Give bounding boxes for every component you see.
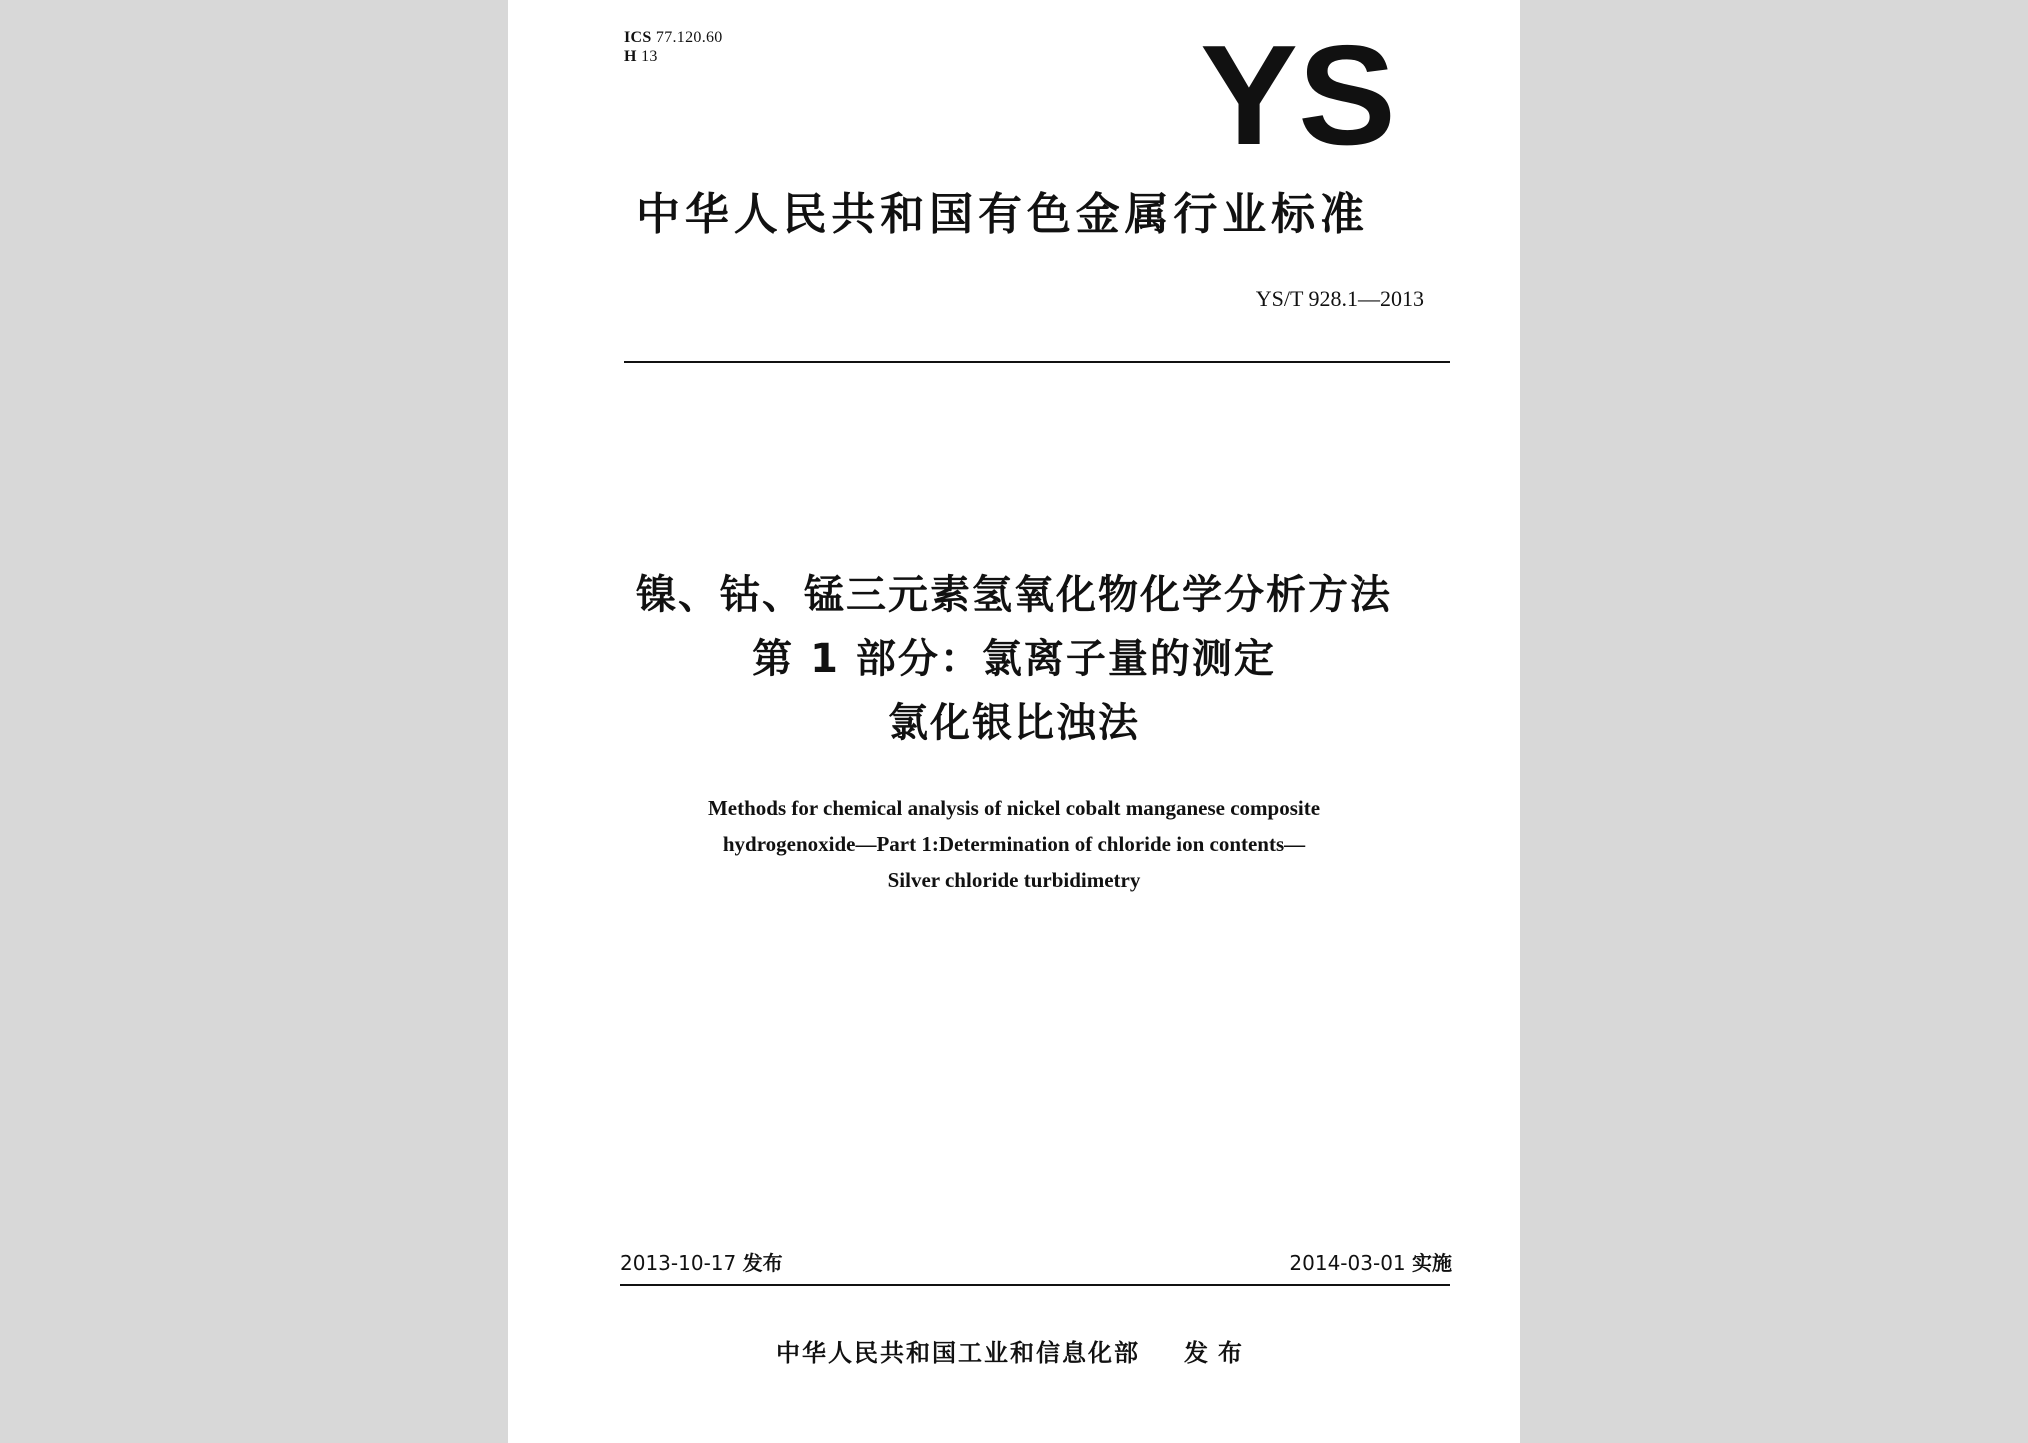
- document-page: [508, 0, 1520, 1443]
- ics-code-line: [624, 28, 723, 47]
- chinese-title-line-3: 氯化银比浊法: [888, 700, 1140, 746]
- class-code-line: [624, 47, 723, 66]
- header-divider: [624, 361, 1450, 363]
- ys-logo: [1198, 34, 1398, 154]
- release-date-value: 2013-10-17: [620, 1251, 737, 1275]
- footer-divider: [620, 1284, 1450, 1286]
- chinese-title-line-1: 镍、钴、锰三元素氢氧化物化学分析方法: [636, 572, 1392, 618]
- ics-code: 77.120.60: [655, 29, 723, 46]
- org-title: 中华人民共和国有色金属行业标准: [636, 189, 1366, 240]
- ics-label: ICS: [624, 29, 652, 46]
- classification-codes: [624, 28, 723, 66]
- implement-date-value: 2014-03-01: [1289, 1251, 1406, 1275]
- publisher-line: [508, 1337, 1520, 1369]
- chinese-title: [508, 563, 1520, 755]
- english-title-line-3: Silver chloride turbidimetry: [887, 868, 1141, 892]
- class-code: 13: [641, 48, 658, 65]
- issue-label: 发布: [1184, 1339, 1252, 1367]
- standard-number: YS/T 928.1—2013: [1255, 286, 1424, 311]
- english-title-line-2: hydrogenoxide—Part 1:Determination of chloride ion contents—: [722, 832, 1306, 856]
- english-title-line-1: Methods for chemical analysis of nickel cobalt manganese composite: [707, 796, 1321, 820]
- implement-label: 实施: [1412, 1251, 1452, 1275]
- class-label: H: [624, 48, 637, 65]
- ys-logo-text: YS: [1200, 34, 1396, 154]
- release-date: [620, 1250, 783, 1276]
- english-title: [508, 790, 1520, 898]
- implement-date: [1289, 1250, 1452, 1276]
- chinese-title-line-2: 第 1 部分：氯离子量的测定: [752, 636, 1276, 682]
- release-label: 发布: [742, 1251, 783, 1275]
- publisher-name: 中华人民共和国工业和信息化部: [776, 1339, 1140, 1367]
